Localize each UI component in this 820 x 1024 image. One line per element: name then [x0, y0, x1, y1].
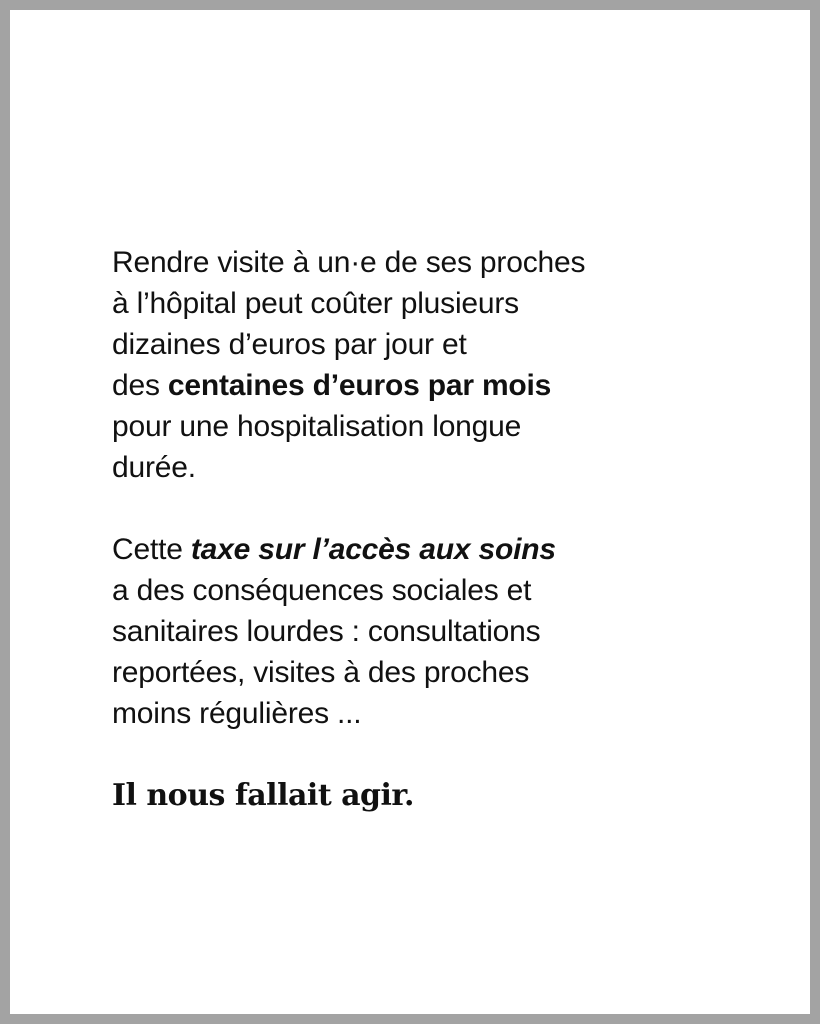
- text-line-with-emphasis: [112, 529, 752, 570]
- text-line: à l’hôpital peut coûter plusieurs: [112, 287, 519, 320]
- text-fragment: Cette: [112, 533, 191, 566]
- text-line: dizaines d’euros par jour et: [112, 328, 467, 361]
- text-content: [112, 242, 752, 816]
- text-line: pour une hospitalisation longue: [112, 410, 522, 443]
- text-line: reportées, visites à des proches: [112, 656, 530, 689]
- text-line: Rendre visite à un·e de ses proches: [112, 246, 586, 279]
- bold-italic-emphasis: taxe sur l’accès aux soins: [190, 533, 556, 566]
- text-line: sanitaires lourdes : consultations: [112, 615, 541, 648]
- paragraph-visit-cost: [112, 242, 752, 488]
- text-line: durée.: [112, 451, 196, 484]
- text-line: a des conséquences sociales et: [112, 574, 532, 607]
- bold-emphasis: centaines d’euros par mois: [167, 369, 552, 402]
- closing-statement: Il nous fallait agir.: [112, 778, 414, 813]
- text-fragment: des: [112, 369, 168, 402]
- text-line-with-emphasis: [112, 365, 752, 406]
- text-line: moins régulières ...: [112, 697, 362, 730]
- paragraph-consequences: [112, 529, 752, 734]
- page-frame: [10, 10, 810, 1014]
